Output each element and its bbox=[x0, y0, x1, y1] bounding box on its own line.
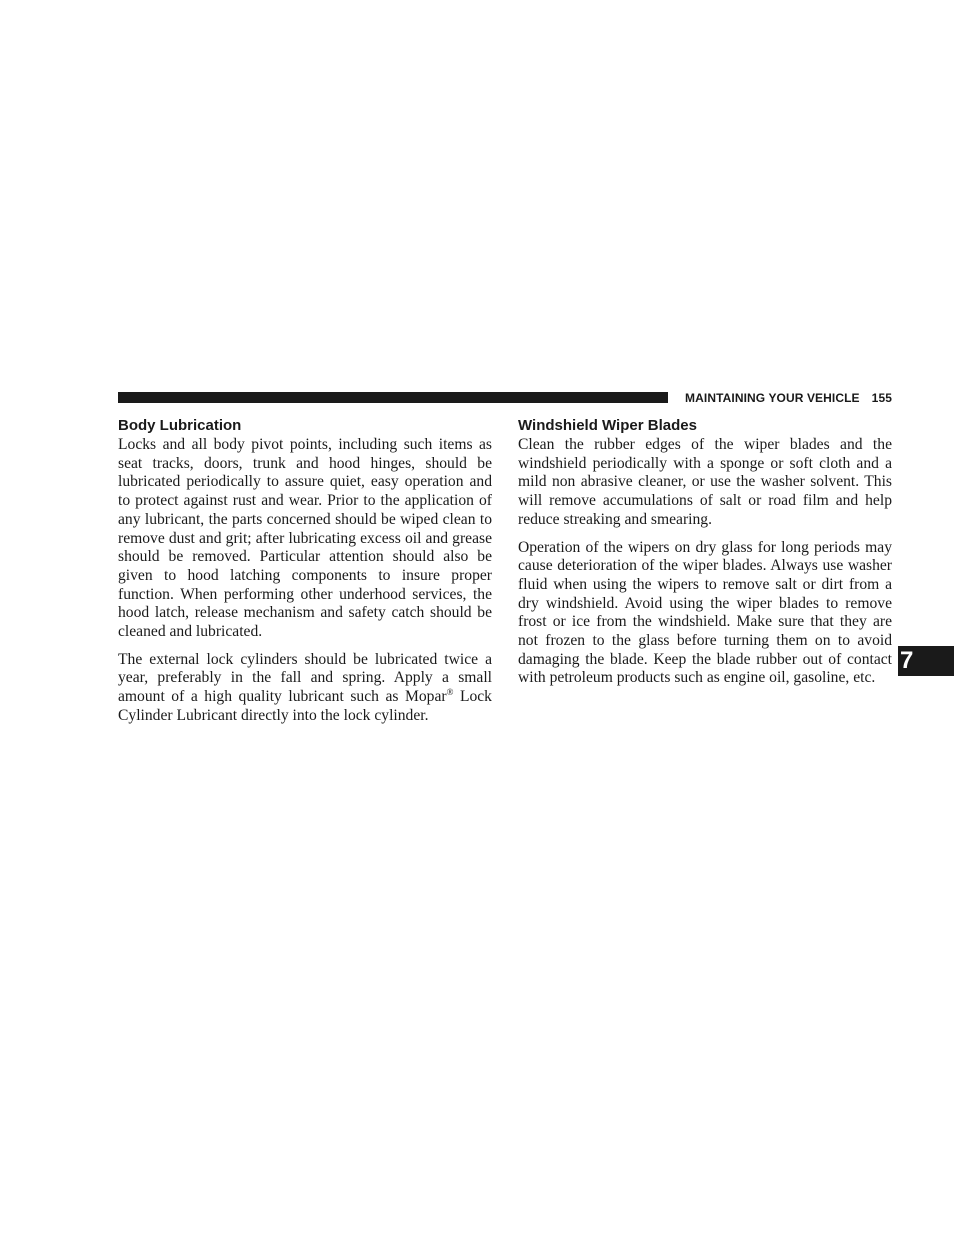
left-column bbox=[118, 417, 492, 735]
wiper-blades-paragraph-1: Clean the rubber edges of the wiper blades and the windshield periodically with a sponge or soft cloth and a mild non abrasive cleaner, or use the washer solvent. This will remove accumulations of salt or road film and help reduce streaking and smearing. bbox=[518, 436, 892, 528]
body-lubrication-paragraph-1: Locks and all body pivot points, including such items as seat tracks, doors, trunk and hood hinges, should be lubricated periodically to assure quiet, easy operation and to protect against rust and wear. Prior to the application of any lubricant, the parts concerned should be wiped clean to remove dust and grit; after lubricating excess oil and grease should be removed. Particular attention should also be given to hood latching components to insure proper function. When performing other underhood services, the hood latch, release mechanism and safety catch should be cleaned and lubricated. bbox=[118, 436, 492, 641]
lock-cylinder-text-after: Lock Cylinder Lubricant directly into the lock cylinder. bbox=[118, 688, 492, 724]
registered-mark: ® bbox=[446, 686, 454, 697]
lock-cylinder-text-before: The external lock cylinders should be lubricated twice a year, preferably in the fall and spring. Apply a small amount of a high quality lubricant such as Mopar bbox=[118, 650, 492, 706]
chapter-tab bbox=[898, 646, 954, 676]
body-lubrication-heading: Body Lubrication bbox=[118, 417, 242, 434]
section-title: MAINTAINING YOUR VEHICLE bbox=[685, 391, 860, 405]
page-number: 155 bbox=[871, 391, 892, 405]
header-rule bbox=[118, 392, 668, 403]
wiper-blades-heading: Windshield Wiper Blades bbox=[518, 417, 697, 434]
body-lubrication-paragraph-2 bbox=[118, 651, 492, 726]
wiper-blades-paragraph-2: Operation of the wipers on dry glass for long periods may cause deterioration of the wiper blades. Always use washer fluid when using the wipers to remove salt or dirt from a dry windshield. Avoid using the wiper blades to remove frost or ice from the windshield. Make sure that they are not frozen to the glass before turning them on to avoid damaging the blade. Keep the blade rubber out of contact with petroleum products such as engine oil, gasoline, etc. bbox=[518, 538, 892, 687]
running-header bbox=[678, 389, 892, 407]
right-column bbox=[518, 417, 892, 697]
chapter-number: 7 bbox=[900, 647, 914, 674]
